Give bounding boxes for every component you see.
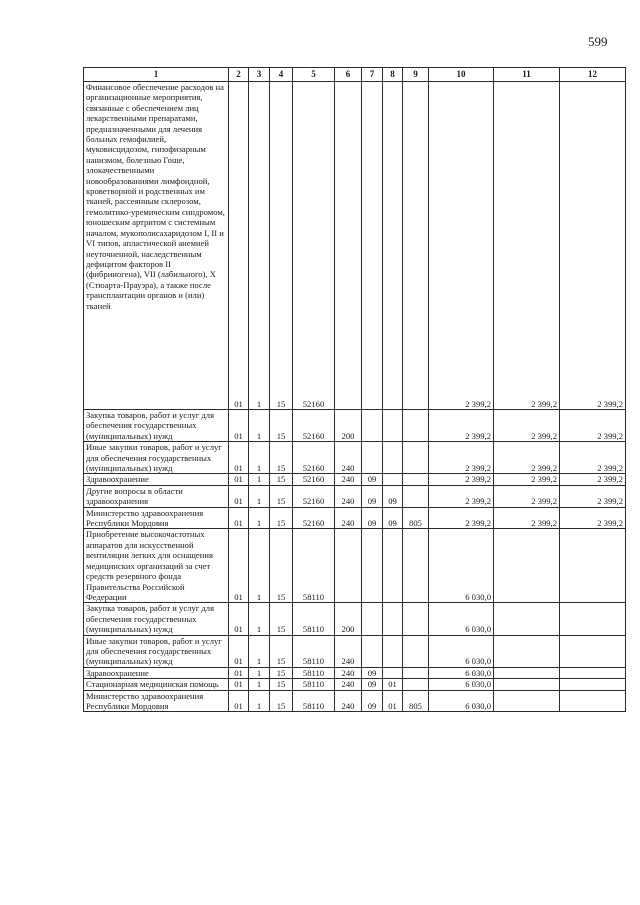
row-name: Министерство здравоохранения Республики Мордовия [84, 690, 229, 712]
cell-amount-11 [494, 635, 560, 667]
cell-c5: 58110 [293, 603, 335, 635]
cell-c8: 01 [383, 679, 403, 690]
cell-amount-12 [560, 679, 626, 690]
cell-c5: 52160 [293, 442, 335, 474]
cell-amount-10: 2 399,2 [429, 474, 494, 485]
column-header-5: 5 [293, 68, 335, 82]
cell-c2: 01 [229, 507, 249, 529]
column-header-3: 3 [249, 68, 270, 82]
cell-c2: 01 [229, 529, 249, 603]
cell-c5: 58110 [293, 690, 335, 712]
cell-c6: 240 [335, 485, 362, 507]
cell-c3: 1 [249, 474, 270, 485]
cell-amount-12: 2 399,2 [560, 410, 626, 442]
cell-c9 [403, 529, 429, 603]
column-header-7: 7 [362, 68, 383, 82]
cell-c7: 09 [362, 507, 383, 529]
cell-amount-12 [560, 603, 626, 635]
cell-c8 [383, 410, 403, 442]
cell-c8 [383, 603, 403, 635]
cell-c6: 240 [335, 507, 362, 529]
cell-c2: 01 [229, 410, 249, 442]
cell-c4: 15 [270, 82, 293, 410]
cell-amount-10: 6 030,0 [429, 529, 494, 603]
cell-amount-11: 2 399,2 [494, 82, 560, 410]
cell-c5: 58110 [293, 635, 335, 667]
cell-c9 [403, 485, 429, 507]
cell-c8: 01 [383, 690, 403, 712]
cell-amount-11: 2 399,2 [494, 442, 560, 474]
cell-c2: 01 [229, 474, 249, 485]
table-row [84, 635, 626, 667]
cell-c7: 09 [362, 679, 383, 690]
cell-c7 [362, 635, 383, 667]
cell-amount-12 [560, 667, 626, 678]
cell-c8 [383, 442, 403, 474]
table-row [84, 82, 626, 410]
cell-c9 [403, 635, 429, 667]
cell-c3: 1 [249, 635, 270, 667]
cell-c3: 1 [249, 667, 270, 678]
cell-c9 [403, 82, 429, 410]
cell-c4: 15 [270, 485, 293, 507]
cell-c3: 1 [249, 410, 270, 442]
cell-c7: 09 [362, 690, 383, 712]
cell-amount-12 [560, 690, 626, 712]
column-header-1: 1 [84, 68, 229, 82]
column-header-12: 12 [560, 68, 626, 82]
cell-c5: 52160 [293, 82, 335, 410]
column-header-9: 9 [403, 68, 429, 82]
cell-c6 [335, 529, 362, 603]
cell-c8 [383, 529, 403, 603]
cell-amount-10: 6 030,0 [429, 679, 494, 690]
page-number: 599 [588, 34, 608, 49]
cell-amount-11: 2 399,2 [494, 410, 560, 442]
cell-c4: 15 [270, 635, 293, 667]
cell-c3: 1 [249, 690, 270, 712]
table-row [84, 690, 626, 712]
cell-c5: 58110 [293, 529, 335, 603]
cell-c3: 1 [249, 442, 270, 474]
row-name: Закупка товаров, работ и услуг для обеспечения государственных (муниципальных) нужд [84, 603, 229, 635]
cell-amount-12 [560, 635, 626, 667]
cell-amount-11 [494, 603, 560, 635]
header-row [84, 68, 626, 82]
cell-c6: 240 [335, 679, 362, 690]
cell-c4: 15 [270, 690, 293, 712]
column-header-10: 10 [429, 68, 494, 82]
budget-table [83, 67, 626, 712]
cell-c7: 09 [362, 474, 383, 485]
cell-c4: 15 [270, 507, 293, 529]
column-header-2: 2 [229, 68, 249, 82]
cell-amount-10: 2 399,2 [429, 82, 494, 410]
cell-c9: 805 [403, 690, 429, 712]
cell-c5: 52160 [293, 474, 335, 485]
cell-c7 [362, 529, 383, 603]
cell-c2: 01 [229, 442, 249, 474]
cell-c3: 1 [249, 603, 270, 635]
cell-c2: 01 [229, 635, 249, 667]
column-header-11: 11 [494, 68, 560, 82]
cell-amount-10: 6 030,0 [429, 667, 494, 678]
column-header-4: 4 [270, 68, 293, 82]
cell-amount-10: 2 399,2 [429, 485, 494, 507]
cell-c4: 15 [270, 442, 293, 474]
cell-c6: 200 [335, 410, 362, 442]
row-name: Закупка товаров, работ и услуг для обеспечения государственных (муниципальных) нужд [84, 410, 229, 442]
cell-amount-10: 6 030,0 [429, 603, 494, 635]
row-name: Министерство здравоохранения Республики Мордовия [84, 507, 229, 529]
cell-c2: 01 [229, 485, 249, 507]
cell-c3: 1 [249, 82, 270, 410]
cell-c3: 1 [249, 507, 270, 529]
cell-c8 [383, 82, 403, 410]
cell-c7 [362, 410, 383, 442]
table-row [84, 667, 626, 678]
cell-amount-12: 2 399,2 [560, 474, 626, 485]
column-header-8: 8 [383, 68, 403, 82]
cell-c4: 15 [270, 603, 293, 635]
row-name: Приобретение высокочастотных аппаратов для искусственной вентиляции легких для оснащения медицинских организаций за счет средств резервного фонда Правительства Российской Федерации [84, 529, 229, 603]
cell-c4: 15 [270, 529, 293, 603]
cell-amount-11: 2 399,2 [494, 485, 560, 507]
cell-c4: 15 [270, 679, 293, 690]
cell-amount-10: 2 399,2 [429, 442, 494, 474]
cell-c2: 01 [229, 690, 249, 712]
cell-c5: 52160 [293, 410, 335, 442]
cell-c6: 240 [335, 667, 362, 678]
table-row [84, 603, 626, 635]
cell-c3: 1 [249, 529, 270, 603]
row-name: Стационарная медицинская помощь [84, 679, 229, 690]
cell-c6: 200 [335, 603, 362, 635]
cell-amount-12: 2 399,2 [560, 82, 626, 410]
cell-c8 [383, 474, 403, 485]
cell-c8: 09 [383, 485, 403, 507]
row-name: Здравоохранение [84, 667, 229, 678]
cell-c8 [383, 635, 403, 667]
cell-c4: 15 [270, 474, 293, 485]
row-name: Иные закупки товаров, работ и услуг для обеспечения государственных (муниципальных) нужд [84, 442, 229, 474]
cell-amount-10: 6 030,0 [429, 690, 494, 712]
cell-c8: 09 [383, 507, 403, 529]
table-row [84, 442, 626, 474]
cell-c3: 1 [249, 679, 270, 690]
table-row [84, 529, 626, 603]
cell-c6: 240 [335, 635, 362, 667]
cell-c4: 15 [270, 667, 293, 678]
cell-amount-11 [494, 667, 560, 678]
column-header-6: 6 [335, 68, 362, 82]
cell-c9 [403, 442, 429, 474]
table-row [84, 410, 626, 442]
cell-amount-10: 2 399,2 [429, 410, 494, 442]
cell-c7: 09 [362, 667, 383, 678]
cell-amount-11: 2 399,2 [494, 474, 560, 485]
row-name: Здравоохранение [84, 474, 229, 485]
cell-c2: 01 [229, 679, 249, 690]
cell-c7 [362, 442, 383, 474]
cell-c9 [403, 474, 429, 485]
cell-amount-11: 2 399,2 [494, 507, 560, 529]
table-row [84, 507, 626, 529]
cell-c2: 01 [229, 603, 249, 635]
cell-c4: 15 [270, 410, 293, 442]
cell-c6: 240 [335, 442, 362, 474]
cell-c3: 1 [249, 485, 270, 507]
cell-c6 [335, 82, 362, 410]
cell-c9: 805 [403, 507, 429, 529]
cell-c6: 240 [335, 690, 362, 712]
cell-c7 [362, 603, 383, 635]
cell-c2: 01 [229, 667, 249, 678]
table-row [84, 474, 626, 485]
cell-amount-11 [494, 690, 560, 712]
cell-c6: 240 [335, 474, 362, 485]
cell-amount-11 [494, 529, 560, 603]
cell-c2: 01 [229, 82, 249, 410]
row-name: Иные закупки товаров, работ и услуг для обеспечения государственных (муниципальных) нужд [84, 635, 229, 667]
cell-c5: 52160 [293, 485, 335, 507]
cell-c9 [403, 410, 429, 442]
cell-c9 [403, 679, 429, 690]
cell-c5: 58110 [293, 667, 335, 678]
cell-c5: 58110 [293, 679, 335, 690]
cell-amount-10: 6 030,0 [429, 635, 494, 667]
cell-c8 [383, 667, 403, 678]
cell-c9 [403, 667, 429, 678]
row-name: Другие вопросы в области здравоохранения [84, 485, 229, 507]
cell-amount-10: 2 399,2 [429, 507, 494, 529]
cell-c7: 09 [362, 485, 383, 507]
cell-c5: 52160 [293, 507, 335, 529]
cell-amount-11 [494, 679, 560, 690]
cell-amount-12 [560, 529, 626, 603]
cell-amount-12: 2 399,2 [560, 442, 626, 474]
cell-c9 [403, 603, 429, 635]
cell-c7 [362, 82, 383, 410]
cell-amount-12: 2 399,2 [560, 485, 626, 507]
row-name: Финансовое обеспечение расходов на организационные мероприятия, связанные с обеспечением лиц лекарственными препаратами, предназначенными для лечения больных гемофилией, муковисцидозом, гипофизарным нанизмом, болезнью Гоше, злокачественными новообразованиями лимфоидной, кроветворной и родственных им тканей, рассеянным склерозом, гемолитико-уремическим синдромом, юношеским артритом с системным началом, мукополисахаридозом I, II и VI типов, апластической анемией неуточненной, наследственным дефицитом факторов II (фибриногена), VII (лабильного), X (Стюарта-Прауэра), а также после трансплантации органов и (или) тканей [84, 82, 229, 410]
cell-amount-12: 2 399,2 [560, 507, 626, 529]
table-row [84, 679, 626, 690]
table-row [84, 485, 626, 507]
